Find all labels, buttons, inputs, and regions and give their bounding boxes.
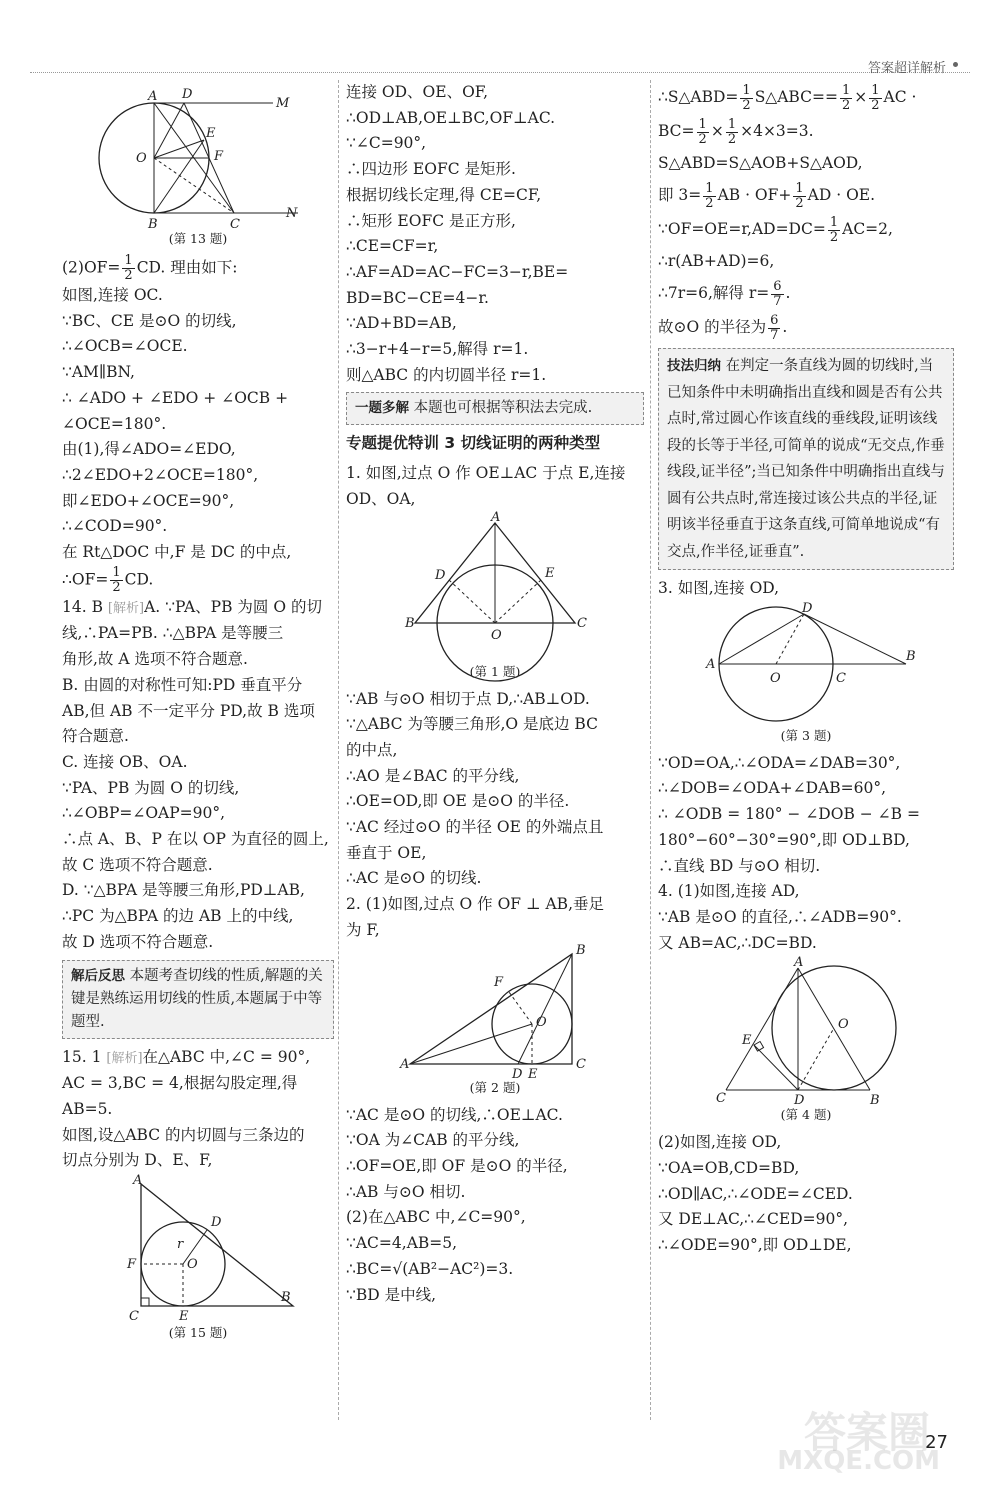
text-line: 4. (1)如图,连接 AD, xyxy=(658,882,800,901)
column-left xyxy=(62,80,334,1348)
fig4-label: B xyxy=(870,1093,880,1109)
fig13-label: M xyxy=(276,96,290,111)
fig2-label: B xyxy=(576,942,586,958)
fig13-label: C xyxy=(230,217,240,232)
fig4-label: C xyxy=(716,1091,726,1107)
text-line: (2)如图,连接 OD, xyxy=(658,1133,782,1152)
fig1-label: B xyxy=(405,615,415,631)
text-line: ∴∠DOB=∠ODA+∠DAB=60°, xyxy=(658,779,887,798)
text-line: ∴点 A、B、P 在以 OP 为直径的圆上, xyxy=(62,830,329,849)
text-line: ∴直线 BD 与⊙O 相切. xyxy=(658,856,821,875)
header-title: 答案超详解析 xyxy=(867,61,946,76)
text-line: B. 由圆的对称性可知:PD 垂直平分 xyxy=(62,675,303,694)
text-line: ∴∠OBP=∠OAP=90°, xyxy=(62,804,226,823)
fig1-label: D xyxy=(435,567,446,583)
text-line: ∵AM∥BN, xyxy=(62,363,135,382)
column-divider xyxy=(650,80,651,1420)
text-line: ∴∠ODE=90°,即 OD⊥DE, xyxy=(658,1236,852,1255)
column-divider xyxy=(338,80,339,1420)
fig13-label: D xyxy=(182,87,193,102)
text-line: ∴OE=OD,即 OE 是⊙O 的半径. xyxy=(346,792,570,811)
text-line: ∵AB 是⊙O 的直径,∴∠ADB=90°. xyxy=(658,907,902,926)
text-line: ∵OA 为∠CAB 的平分线, xyxy=(346,1131,520,1150)
fig4-label: O xyxy=(838,1017,849,1033)
fig4-label: E xyxy=(742,1033,752,1049)
fig3-label: D xyxy=(802,600,813,616)
text-line: ∵PA、PB 为圆 O 的切线, xyxy=(62,778,240,797)
fig2-label: D xyxy=(512,1066,523,1082)
section-title: 专题提优特训 3 切线证明的两种类型 xyxy=(346,434,601,453)
figure-1 xyxy=(405,509,587,663)
text-line: 垂直于 OE, xyxy=(346,843,427,862)
text-line: ∵BC、CE 是⊙O 的切线, xyxy=(62,311,237,330)
header-dot-icon xyxy=(953,62,958,67)
text-line: AB,但 AB 不一定平分 PD,故 B 选项 xyxy=(62,701,315,720)
text-line: 切点分别为 D、E、F, xyxy=(62,1151,213,1170)
text-line: ∵△ABC 为等腰三角形,O 是底边 BC xyxy=(346,715,598,734)
page-number: 27 xyxy=(925,1432,948,1453)
text-line: ∴CE=CF=r, xyxy=(346,237,439,256)
fig15-label: r xyxy=(177,1237,184,1253)
text-line: (2)在△ABC 中,∠C=90°, xyxy=(346,1208,526,1227)
fig4-label: D xyxy=(794,1093,805,1109)
text-line: 1. 如图,过点 O 作 OE⊥AC 于点 E,连接 xyxy=(346,464,626,483)
fig1-caption: (第 1 题) xyxy=(469,663,521,679)
fig15-label: D xyxy=(211,1215,222,1231)
text-line: ∴OD⊥AB,OE⊥BC,OF⊥AC. xyxy=(346,108,556,127)
text-line: 故 D 选项不符合题意. xyxy=(62,932,214,951)
text-line: ∵AC 经过⊙O 的半径 OE 的外端点且 xyxy=(346,818,604,837)
text-line: 180°−60°−30°=90°,即 OD⊥BD, xyxy=(658,830,910,849)
fig2-caption: (第 2 题) xyxy=(469,1079,521,1095)
fig15-label: B xyxy=(281,1290,291,1306)
text-line: ∴2∠EDO+2∠OCE=180°, xyxy=(62,465,259,484)
method-box: 技法归纳 在判定一条直线为圆的切线时,当已知条件中未明确指出直线和圆是否有公共点时,常过圆心作该直线的垂线段,证明该线段的长等于半径,可简单的说成“无交点,作垂线段,证半径”;当已知条件中明确指出直线与圆有公共点时,常连接过该公共点的半径,证明该半径垂直于这条直线,可简单地说成“有交点,作半径,证垂直”. xyxy=(658,348,954,570)
text-line: ∴OF=OE,即 OF 是⊙O 的半径, xyxy=(346,1156,568,1175)
fig1-label: E xyxy=(545,565,555,581)
text-line: 根据切线长定理,得 CE=CF, xyxy=(346,185,542,204)
text-line: 线,∴PA=PB. ∴△BPA 是等腰三 xyxy=(62,624,284,643)
fig13-label: E xyxy=(206,126,216,141)
fig13-label: B xyxy=(148,217,158,232)
fig13-label: N xyxy=(286,206,298,221)
column-middle xyxy=(346,80,644,1308)
fig13-label: F xyxy=(214,149,224,164)
text-line: ∴BC=√(AB²−AC²)=3. xyxy=(346,1259,514,1278)
text-line: 3. 如图,连接 OD, xyxy=(658,579,780,597)
text-line: 又 AB=AC,∴DC=BD. xyxy=(658,933,817,952)
fig3-label: A xyxy=(706,656,716,672)
text-line: BD=BC−CE=4−r. xyxy=(346,288,489,307)
text-line: ∴AF=AD=AC−FC=3−r,BE= xyxy=(346,262,569,281)
watermark-url: MXQE.COM xyxy=(777,1446,940,1476)
text-line: ∴四边形 EOFC 是矩形. xyxy=(346,160,516,179)
text-line: ∴r(AB+AD)=6, xyxy=(658,252,775,270)
text-line: ∴AB 与⊙O 相切. xyxy=(346,1182,466,1201)
watermark-logo: 答案圈 xyxy=(803,1408,930,1457)
fig13-caption: (第 13 题) xyxy=(168,231,228,246)
text-line: 在 Rt△DOC 中,F 是 DC 的中点, xyxy=(62,543,292,562)
text-line: 又 DE⊥AC,∴∠CED=90°, xyxy=(658,1210,849,1229)
text-line: ∵OD=OA,∴∠ODA=∠DAB=30°, xyxy=(658,753,901,772)
text-line: ∴ ∠ADO + ∠EDO + ∠OCB + xyxy=(62,388,289,407)
text-line: ∴AC 是⊙O 的切线. xyxy=(346,869,482,888)
column-right xyxy=(658,80,954,1259)
fig3-caption: (第 3 题) xyxy=(780,727,832,743)
text-line: 2. (1)如图,过点 O 作 OF ⊥ AB,垂足 xyxy=(346,895,604,914)
text-line: BC= $\frac{1}{2}$ × $\frac{1}{2}$ ×4×3=3. xyxy=(658,116,814,147)
fig3-label: B xyxy=(906,648,916,664)
text-line: ∠OCE=180°. xyxy=(62,414,167,433)
figure-13 xyxy=(98,80,298,230)
text-line: 的中点, xyxy=(346,740,398,759)
text-line: 15. 1 [解析]在△ABC 中,∠C = 90°, xyxy=(62,1047,311,1066)
fig3-label: O xyxy=(770,670,781,686)
fig15-label: A xyxy=(133,1173,143,1189)
fig15-label: O xyxy=(187,1257,198,1273)
text-line: ∴AO 是∠BAC 的平分线, xyxy=(346,766,520,785)
text-line: ∴OD∥AC,∴∠ODE=∠CED. xyxy=(658,1184,853,1203)
fig2-label: F xyxy=(494,974,504,990)
text-line: ∵OA=OB,CD=BD, xyxy=(658,1159,800,1178)
text-line: ∵AB 与⊙O 相切于点 D,∴AB⊥OD. xyxy=(346,689,590,708)
text-line: ∴S△ABD= $\frac{1}{2}$ S△ABC== $\frac{1}{2}$ × $\frac{1}{2}$ AC · xyxy=(658,82,917,113)
header-rule xyxy=(30,58,970,73)
text-line: ∴7r=6,解得 r= $\frac{6}{7}$ . xyxy=(658,278,791,309)
text-line: 如图,连接 OC. xyxy=(62,286,163,304)
text-line: 则△ABC 的内切圆半径 r=1. xyxy=(346,365,547,384)
fig1-label: C xyxy=(577,615,587,631)
text-line: D. ∵△BPA 是等腰三角形,PD⊥AB, xyxy=(62,881,305,900)
text-line: ∵AC=4,AB=5, xyxy=(346,1234,458,1253)
text-line: 由(1),得∠ADO=∠EDO, xyxy=(62,440,236,459)
text-line: 故⊙O 的半径为 $\frac{6}{7}$ . xyxy=(658,312,788,343)
text-line: ∵∠C=90°, xyxy=(346,134,427,153)
fig15-label: E xyxy=(179,1309,189,1325)
fig2-label: A xyxy=(400,1056,410,1072)
fig13-label: O xyxy=(136,151,147,166)
text-line: ∴PC 为△BPA 的边 AB 上的中线, xyxy=(62,907,294,926)
text-line: 如图,设△ABC 的内切圆与三条边的 xyxy=(62,1125,305,1144)
text-line: ∵BD 是中线, xyxy=(346,1285,437,1304)
fig2-label: C xyxy=(576,1056,586,1072)
text-line: OD、OA, xyxy=(346,489,416,508)
text-line: 即∠EDO+∠OCE=90°, xyxy=(62,491,235,510)
fig2-label: O xyxy=(536,1014,547,1030)
figure-4 xyxy=(716,955,896,1109)
figure-3 xyxy=(696,602,916,727)
text-line: ∵OF=OE=r,AD=DC= $\frac{1}{2}$ AC=2, xyxy=(658,214,893,245)
fig2-label: E xyxy=(528,1066,538,1082)
text-line: 14. B [解析]A. ∵PA、PB 为圆 O 的切 xyxy=(62,597,322,616)
figure-2 xyxy=(400,942,590,1082)
text-line: ∴矩形 EOFC 是正方形, xyxy=(346,211,516,230)
fig15-label: C xyxy=(129,1309,139,1325)
text-line: ∵AC 是⊙O 的切线,∴OE⊥AC. xyxy=(346,1105,563,1124)
fig15-caption: (第 15 题) xyxy=(168,1325,228,1341)
text-line: ∴ ∠ODB = 180° − ∠DOB − ∠B = xyxy=(658,805,920,824)
fig4-label: A xyxy=(794,955,804,971)
text-line: AB=5. xyxy=(62,1099,113,1118)
fig4-caption: (第 4 题) xyxy=(780,1107,832,1123)
text-line: C. 连接 OB、OA. xyxy=(62,752,188,771)
text-line: 连接 OD、OE、OF, xyxy=(346,83,489,101)
text-line: S△ABD=S△AOB+S△AOD, xyxy=(658,154,863,172)
alt-solution-box: 一题多解 本题也可根据等积法去完成. xyxy=(346,392,644,425)
text-line: 即 3= $\frac{1}{2}$ AB · OF+ $\frac{1}{2}$ AD · OE. xyxy=(658,180,876,211)
figure-15 xyxy=(103,1174,293,1324)
fig1-label: O xyxy=(491,627,502,643)
text-line: ∴∠OCB=∠OCE. xyxy=(62,337,188,356)
fig3-label: C xyxy=(836,670,846,686)
text-line: 角形,故 A 选项不符合题意. xyxy=(62,650,248,669)
fig1-label: A xyxy=(491,509,501,525)
text-line: 故 C 选项不符合题意. xyxy=(62,855,213,874)
reflection-box: 解后反思 本题考查切线的性质,解题的关键是熟练运用切线的性质,本题属于中等题型. xyxy=(62,960,334,1039)
text-line: ∴∠COD=90°. xyxy=(62,517,168,536)
text-line: ∵AD+BD=AB, xyxy=(346,314,457,333)
text-line: ∴OF= $\frac{1}{2}$ CD. xyxy=(62,564,154,595)
text-line: AC = 3,BC = 4,根据勾股定理,得 xyxy=(62,1074,298,1093)
fig15-label: F xyxy=(127,1257,137,1273)
text-line: (2)OF= $\frac{1}{2}$ CD. 理由如下: xyxy=(62,253,238,283)
text-line: 为 F, xyxy=(346,920,380,939)
text-line: 符合题意. xyxy=(62,727,129,746)
text-line: ∴3−r+4−r=5,解得 r=1. xyxy=(346,340,529,359)
fig13-label: A xyxy=(148,89,158,104)
